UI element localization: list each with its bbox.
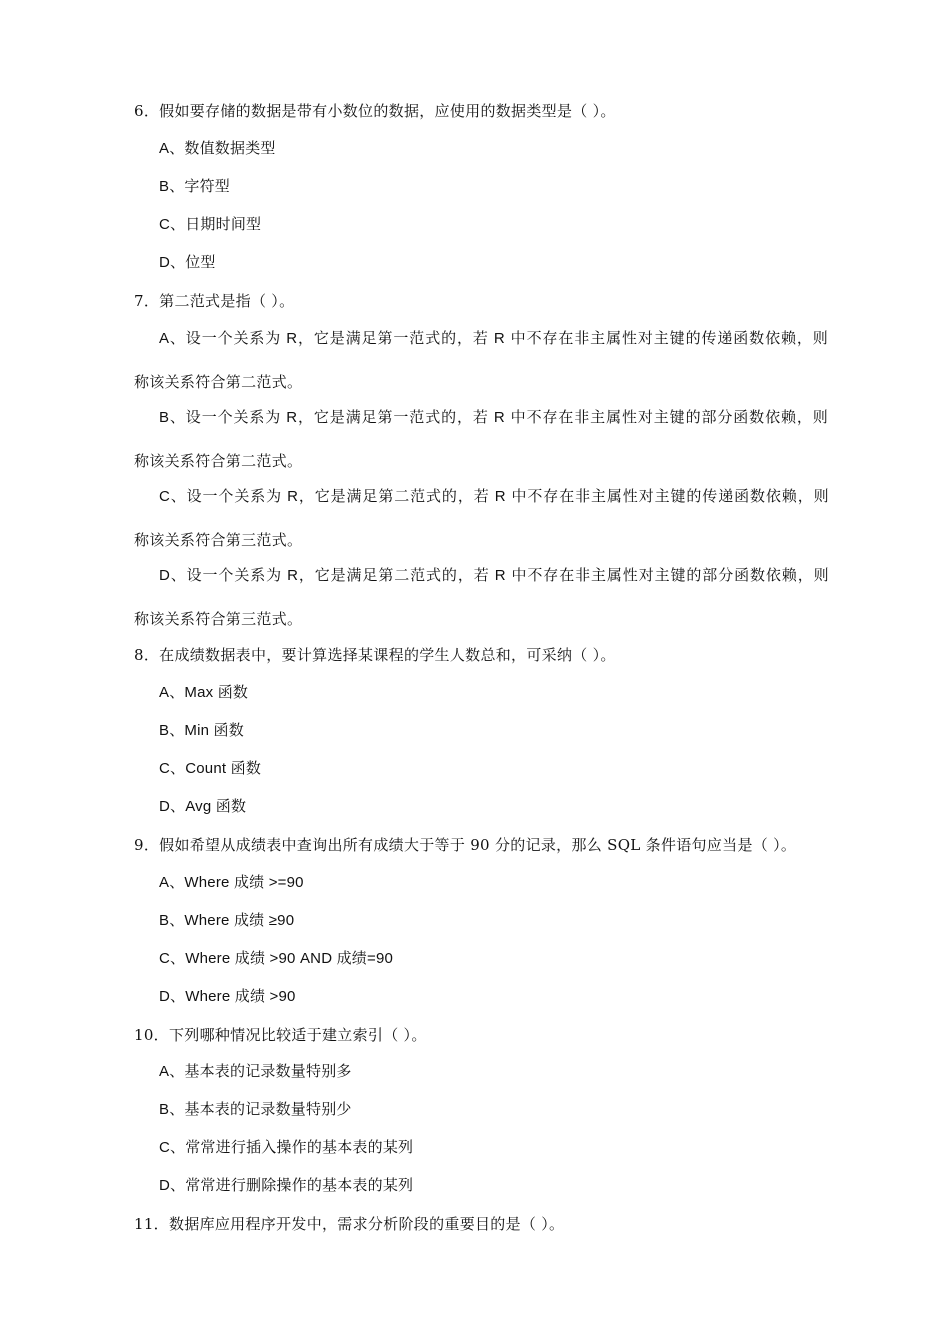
question-7-option-b-line1: B、设一个关系为 R，它是满足第一范式的，若 R 中不存在非主属性对主键的部分函数依赖，则 [159,409,829,426]
question-9-option-b: B、Where 成绩 ≥90 [159,912,295,929]
question-7-option-b-line2: 称该关系符合第二范式。 [134,452,303,470]
question-6-stem: 6．假如要存储的数据是带有小数位的数据，应使用的数据类型是（ ）。 [134,102,616,120]
question-11-stem: 11．数据库应用程序开发中，需求分析阶段的重要目的是（ ）。 [134,1215,565,1233]
question-7-option-a-line2: 称该关系符合第二范式。 [134,373,303,391]
question-8-option-a: A、Max 函数 [159,684,249,701]
question-10-option-c: C、常常进行插入操作的基本表的某列 [159,1139,414,1156]
question-6-option-d: D、位型 [159,254,216,271]
question-6-option-b: B、字符型 [159,178,231,195]
question-7-option-a-line1: A、设一个关系为 R，它是满足第一范式的，若 R 中不存在非主属性对主键的传递函数依赖，则 [159,330,829,347]
question-8-option-c: C、Count 函数 [159,760,262,777]
question-9-option-d: D、Where 成绩 >90 [159,988,296,1005]
question-7-option-c-line2: 称该关系符合第三范式。 [134,531,303,549]
question-6-option-c: C、日期时间型 [159,216,262,233]
question-6-option-a: A、数值数据类型 [159,140,276,157]
question-10-option-b: B、基本表的记录数量特别少 [159,1101,352,1118]
question-8-stem: 8．在成绩数据表中，要计算选择某课程的学生人数总和，可采纳（ ）。 [134,646,616,664]
question-8-option-b: B、Min 函数 [159,722,244,739]
question-7-option-d-line2: 称该关系符合第三范式。 [134,610,303,628]
question-9-option-a: A、Where 成绩 >=90 [159,874,304,891]
question-7-stem: 7．第二范式是指（ ）。 [134,292,295,310]
question-7-option-d-line1: D、设一个关系为 R，它是满足第二范式的，若 R 中不存在非主属性对主键的部分函数依赖，则 [159,567,830,584]
question-10-option-d: D、常常进行删除操作的基本表的某列 [159,1177,414,1194]
question-10-option-a: A、基本表的记录数量特别多 [159,1063,352,1080]
question-10-stem: 10．下列哪种情况比较适于建立索引（ ）。 [134,1026,427,1044]
question-9-stem: 9．假如希望从成绩表中查询出所有成绩大于等于 90 分的记录，那么 SQL 条件语句应当是（ ）。 [134,836,797,854]
question-7-option-c-line1: C、设一个关系为 R，它是满足第二范式的，若 R 中不存在非主属性对主键的传递函数依赖，则 [159,488,830,505]
question-8-option-d: D、Avg 函数 [159,798,247,815]
question-9-option-c: C、Where 成绩 >90 AND 成绩=90 [159,950,394,967]
